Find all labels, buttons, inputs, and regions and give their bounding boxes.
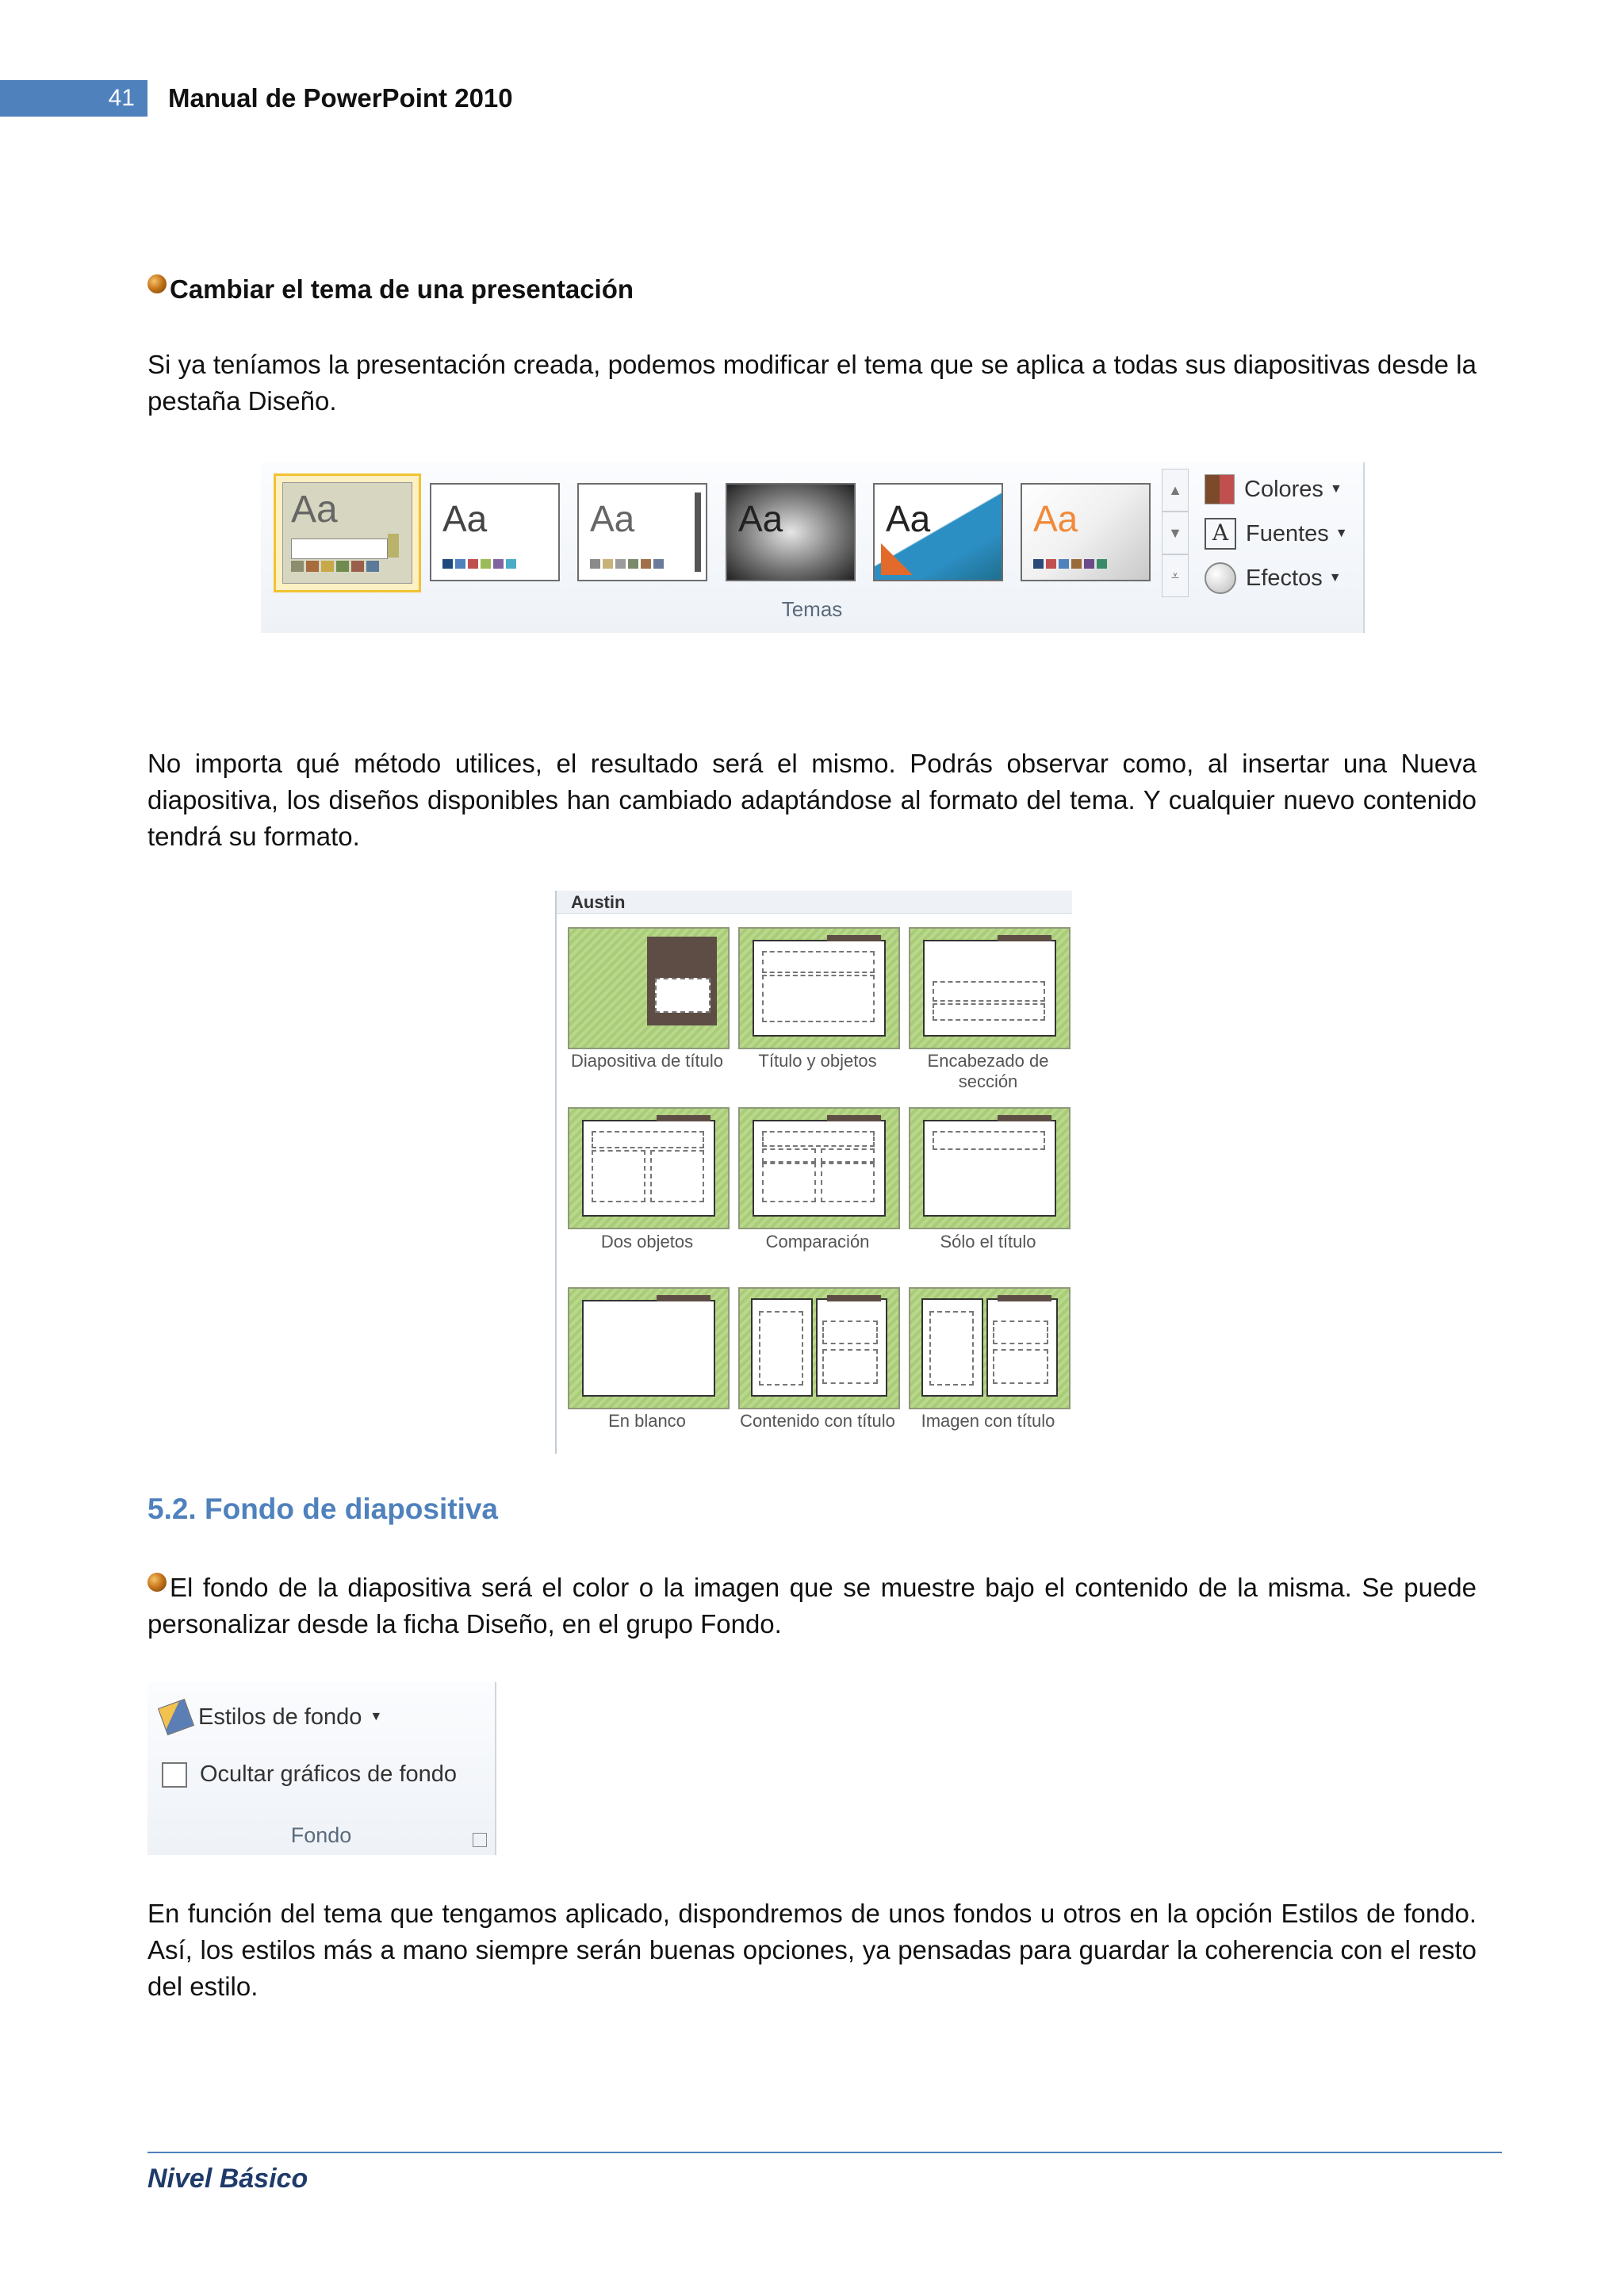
layout-content-caption[interactable]: [738, 1287, 900, 1409]
estilos-label: Estilos de fondo: [198, 1704, 362, 1730]
fonts-icon: A: [1205, 518, 1236, 550]
paragraph-fondo: [147, 1570, 1477, 1642]
page-number: 41: [108, 85, 135, 111]
section-heading: [147, 271, 634, 308]
theme-name: Austin: [571, 892, 626, 912]
layout-label: Comparación: [765, 1232, 870, 1251]
layout-section-header[interactable]: [909, 927, 1071, 1049]
fuentes-label: Fuentes: [1246, 521, 1329, 546]
efectos-label: Efectos: [1246, 565, 1323, 591]
ocultar-label: Ocultar gráficos de fondo: [200, 1761, 458, 1787]
theme-aa-label: Aa: [442, 498, 488, 539]
colors-icon: [1205, 474, 1235, 504]
theme-thumbnail-4[interactable]: [726, 483, 856, 581]
layout-label: Imagen con título: [921, 1411, 1055, 1431]
theme-thumbnail-6[interactable]: [1021, 483, 1151, 581]
paragraph-fondo-text: El fondo de la diapositiva será el color o la imagen que se muestre bajo el contenido de la misma. Se puede personalizar desde la ficha Diseño, en el grupo Fondo.: [147, 1573, 1477, 1639]
paragraph-layouts: No importa qué método utilices, el resultado será el mismo. Podrás observar como, al insertar una Nueva diapositiva, los diseños disponibles han cambiado adaptándose al formato del tema. Y cualquier nuevo contenido tendrá su formato.: [147, 749, 1477, 851]
theme-aa-label: Aa: [590, 498, 635, 539]
layout-label: Sólo el título: [940, 1232, 1036, 1251]
colores-button[interactable]: [1205, 469, 1342, 510]
fondo-ribbon: [147, 1682, 496, 1855]
layout-label: En blanco: [608, 1411, 686, 1431]
layout-label: Dos objetos: [600, 1232, 694, 1251]
layout-blank[interactable]: [568, 1287, 730, 1409]
paint-bucket-icon: [158, 1699, 194, 1735]
layout-title-only[interactable]: [909, 1107, 1071, 1229]
chevron-down-icon: ▼: [1329, 482, 1342, 496]
checkbox-icon: [162, 1762, 187, 1788]
layout-label: Encabezado de sección: [927, 1051, 1049, 1091]
bullet-icon: [147, 274, 167, 293]
theme-aa-label: Aa: [738, 498, 783, 539]
estilos-de-fondo-button[interactable]: [162, 1703, 382, 1731]
section-title: 5.2. Fondo de diapositiva: [147, 1493, 499, 1525]
chevron-down-icon: ▼: [370, 1710, 383, 1723]
fondo-group-label: Fondo: [290, 1823, 352, 1847]
themes-ribbon: [261, 462, 1365, 633]
layout-label: Contenido con título: [740, 1411, 895, 1431]
ocultar-graficos-checkbox[interactable]: [162, 1761, 457, 1788]
effects-icon: [1205, 562, 1236, 594]
footer-text: Nivel Básico: [147, 2164, 308, 2194]
layout-label: Título y objetos: [758, 1051, 877, 1071]
layouts-panel: [555, 891, 1072, 1454]
section-heading-text: Cambiar el tema de una presentación: [170, 274, 634, 304]
colores-label: Colores: [1244, 477, 1323, 502]
paragraph-intro: Si ya teníamos la presentación creada, podemos modificar el tema que se aplica a todas sus diapositivas desde la pestaña Diseño.: [147, 350, 1477, 416]
fuentes-button[interactable]: [1205, 513, 1348, 554]
temas-group-label: Temas: [781, 597, 843, 621]
chevron-down-icon: ▼: [1335, 527, 1348, 540]
theme-aa-label: Aa: [291, 489, 338, 531]
theme-thumbnail-selected[interactable]: [274, 473, 421, 592]
theme-thumbnail-5[interactable]: [873, 483, 1003, 581]
theme-aa-label: Aa: [1033, 498, 1078, 539]
gallery-scroll-down[interactable]: ▼: [1162, 512, 1189, 554]
layout-two-content[interactable]: [568, 1107, 730, 1229]
gallery-scroll-up[interactable]: ▲: [1162, 469, 1189, 512]
paragraph-estilos: En función del tema que tengamos aplicado, dispondremos de unos fondos u otros en la opción Estilos de fondo. Así, los estilos más a mano siempre serán buenas opciones, ya pensadas para guardar la coherencia con el resto del estilo.: [147, 1899, 1477, 2001]
bullet-icon: [147, 1573, 167, 1592]
layout-title-slide[interactable]: [568, 927, 730, 1049]
theme-thumbnail-office[interactable]: [430, 483, 560, 581]
theme-aa-label: Aa: [886, 498, 931, 539]
dialog-launcher-icon[interactable]: [473, 1833, 487, 1847]
gallery-more-button[interactable]: ⩡: [1162, 554, 1189, 597]
layout-comparison[interactable]: [738, 1107, 900, 1229]
document-title: Manual de PowerPoint 2010: [168, 83, 513, 113]
footer-divider: [147, 2152, 1502, 2153]
theme-thumbnail-3[interactable]: [577, 483, 707, 581]
layout-picture-caption[interactable]: [909, 1287, 1071, 1409]
layout-title-content[interactable]: [738, 927, 900, 1049]
chevron-down-icon: ▼: [1328, 571, 1342, 585]
layout-label: Diapositiva de título: [571, 1051, 723, 1071]
efectos-button[interactable]: [1205, 558, 1342, 599]
